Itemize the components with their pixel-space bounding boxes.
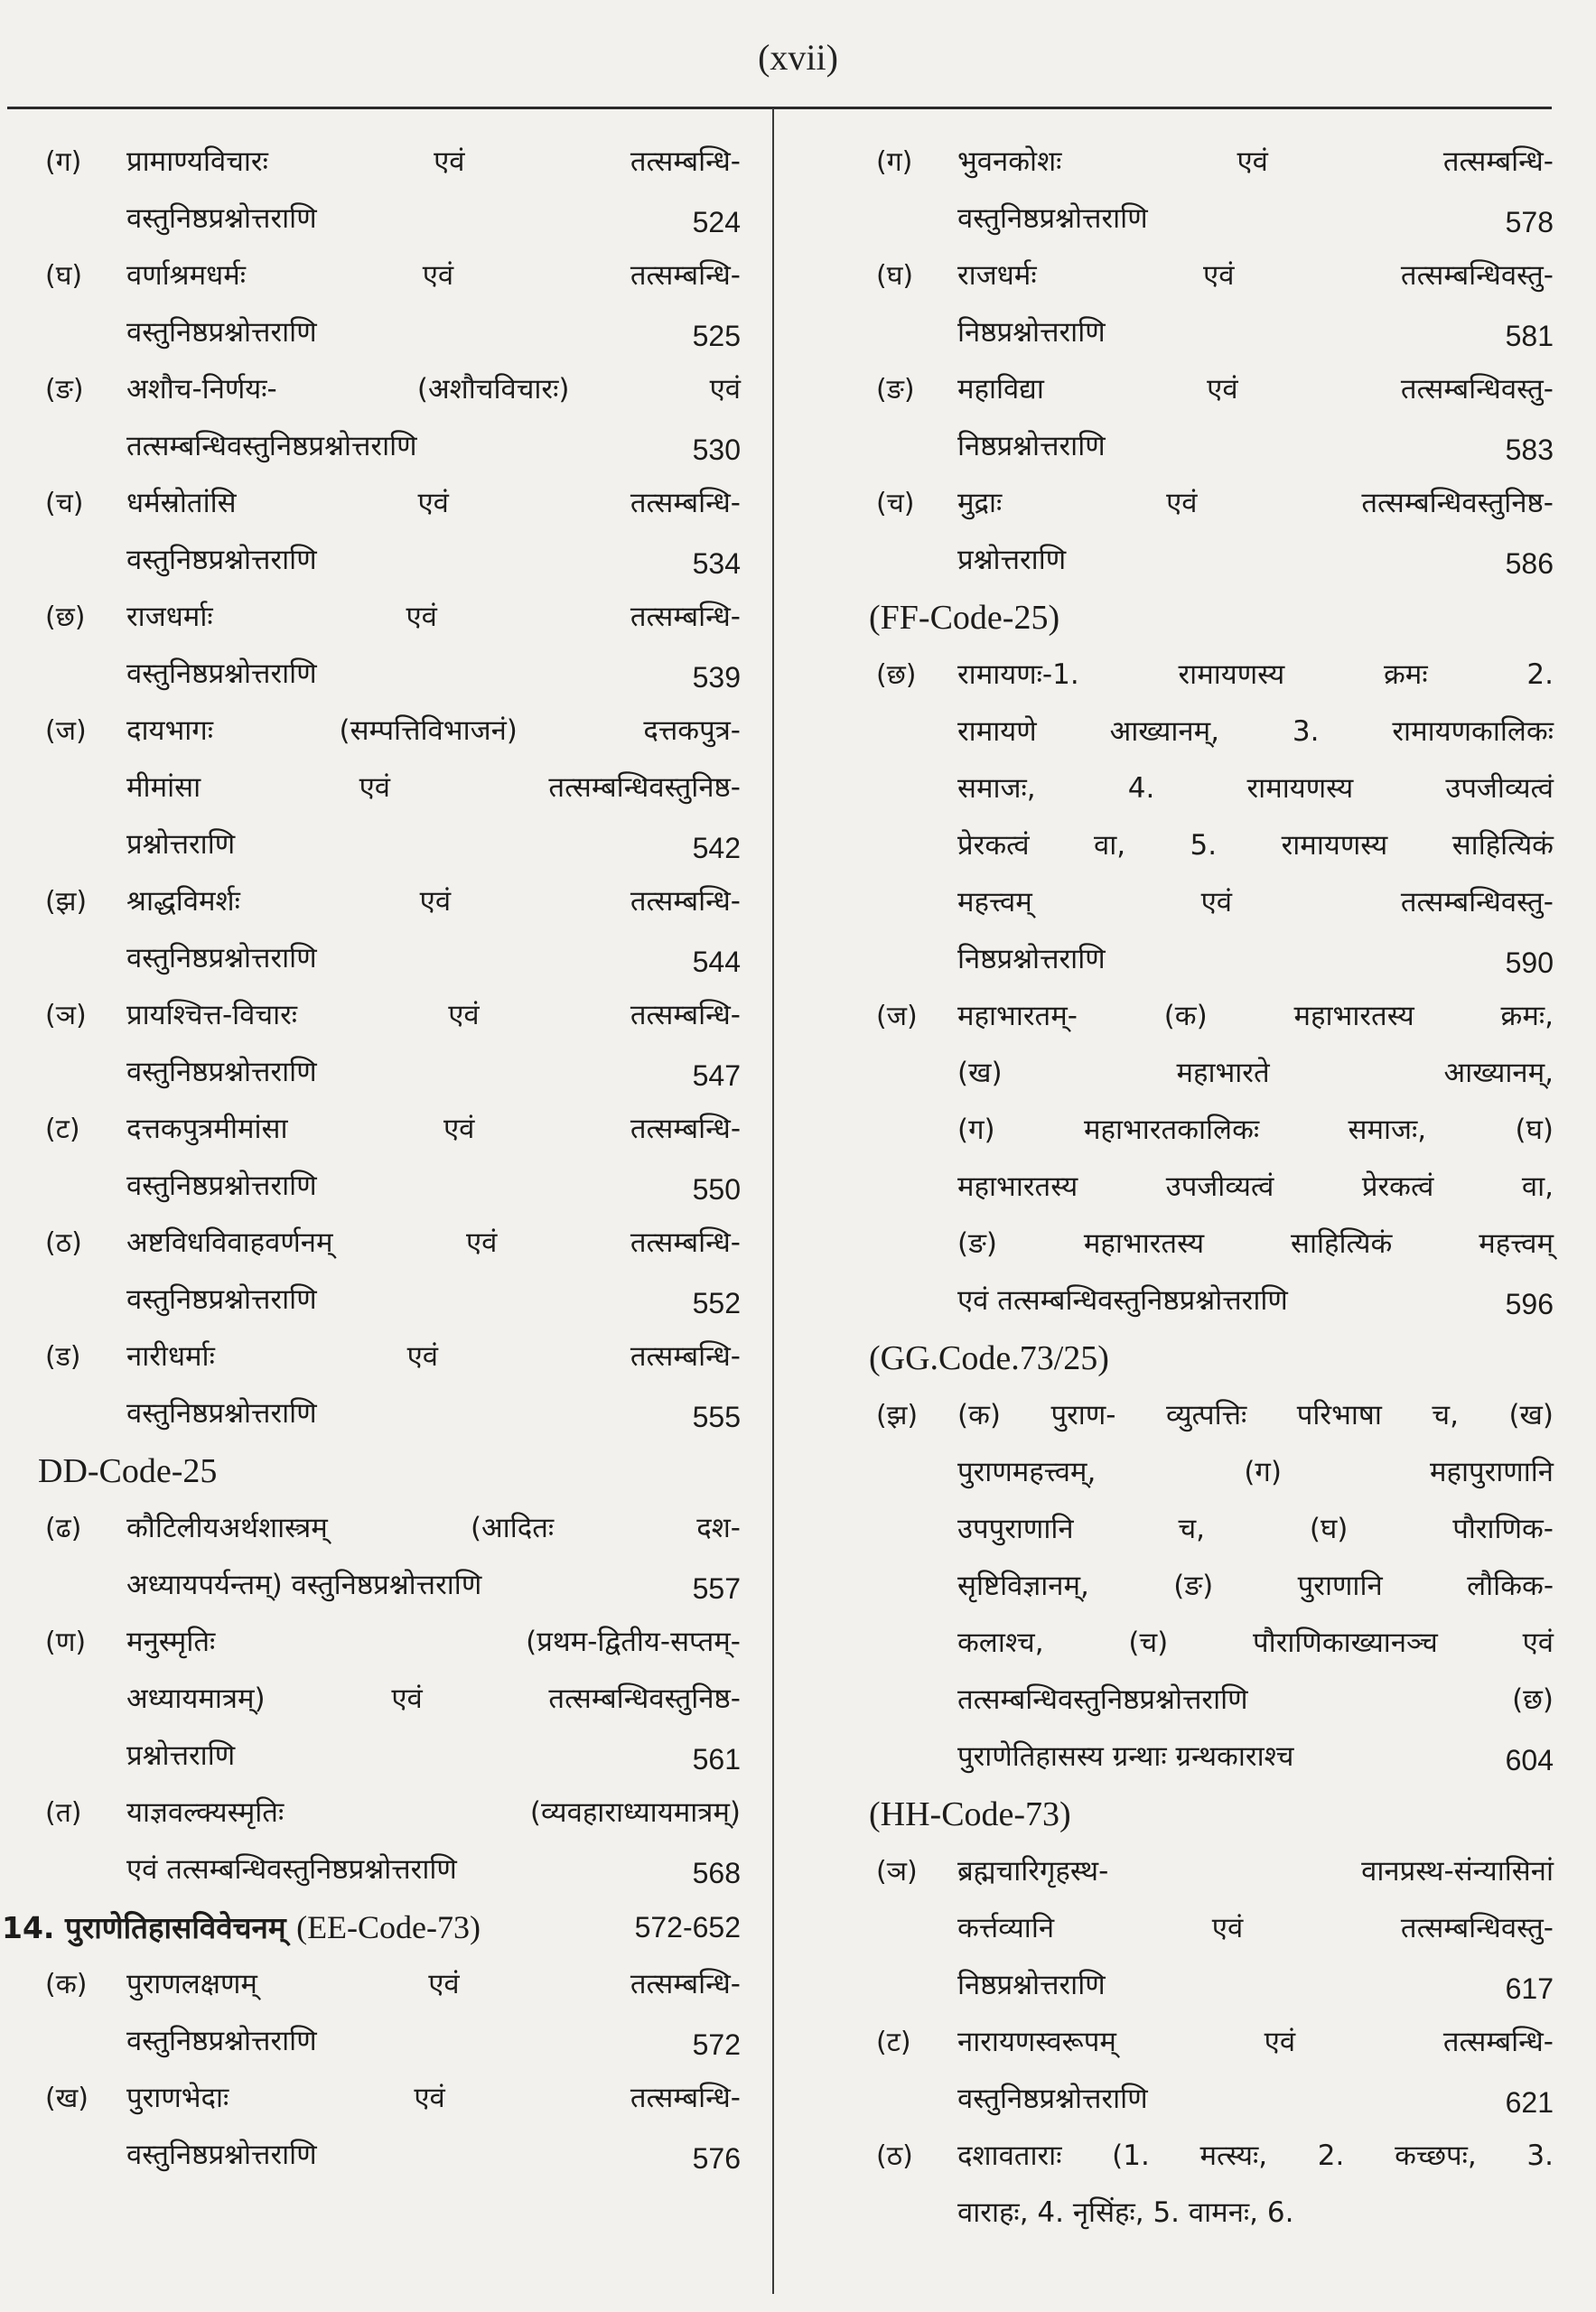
entry-title	[957, 1387, 1554, 1785]
entry-title-line: वस्तुनिष्ठप्रश्नोत्तराणि	[126, 1283, 317, 1316]
entry-title-line: तत्सम्बन्धिवस्तुनिष्ठप्रश्नोत्तराणि (छ)	[957, 1683, 1554, 1716]
entry-title-line: महत्त्वम् एवं तत्सम्बन्धिवस्तु-	[957, 886, 1554, 918]
entry-title-line: धर्मस्रोतांसि एवं तत्सम्बन्धि-	[126, 487, 741, 519]
entry-title-line: महाविद्या एवं तत्सम्बन्धिवस्तु-	[957, 373, 1554, 406]
toc-entry	[849, 2014, 1554, 2128]
entry-marker: (झ)	[876, 1400, 919, 1431]
entry-page-number: 568	[692, 1857, 741, 1889]
entry-title-line: नारायणस्वरूपम् एवं तत्सम्बन्धि-	[957, 2026, 1554, 2058]
entry-title-line: दायभागः (सम्पत्तिविभाजनं) दत्तकपुत्र-	[126, 714, 741, 747]
entry-title-line: वर्णाश्रमधर्मः एवं तत्सम्बन्धि-	[126, 259, 741, 292]
entry-marker: (छ)	[876, 659, 917, 691]
entry-title-line: महाभारतस्य उपजीव्यत्वं प्रेरकत्वं वा,	[957, 1170, 1554, 1203]
chapter-title: 14. पुराणेतिहासविवेचनम् (EE-Code-73)	[2, 1909, 481, 1945]
entry-title-line: राजधर्मः एवं तत्सम्बन्धिवस्तु-	[957, 259, 1554, 292]
entry-title-line: (ङ) महाभारतस्य साहित्यिकं महत्त्वम्	[957, 1227, 1554, 1260]
entry-title	[957, 475, 1554, 589]
toc-entry	[18, 873, 741, 987]
toc-entry	[849, 134, 1554, 247]
entry-marker: (ङ)	[876, 374, 915, 406]
entry-page-number: 561	[692, 1743, 741, 1776]
entry-title-line: मुद्राः एवं तत्सम्बन्धिवस्तुनिष्ठ-	[957, 487, 1554, 519]
entry-marker: (ञ)	[45, 1000, 87, 1031]
entry-title-line: दशावताराः (1. मत्स्यः, 2. कच्छपः, 3.	[957, 2140, 1554, 2172]
entry-title	[957, 1843, 1554, 2014]
entry-title-line: वस्तुनिष्ठप्रश्नोत्तराणि	[126, 316, 317, 349]
entry-title	[126, 1215, 741, 1328]
toc-entry	[18, 247, 741, 361]
right-column	[849, 134, 1554, 2242]
toc-entry	[849, 361, 1554, 475]
entry-title-line: प्रश्नोत्तराणि	[126, 828, 236, 861]
entry-title	[126, 475, 741, 589]
toc-entry	[849, 647, 1554, 988]
entry-title	[126, 134, 741, 247]
entry-title	[126, 1500, 741, 1614]
entry-marker: (ठ)	[45, 1227, 82, 1259]
toc-entry	[849, 1387, 1554, 1785]
entry-title-line: वस्तुनिष्ठप्रश्नोत्तराणि	[957, 2083, 1148, 2115]
toc-entry	[18, 1614, 741, 1785]
entry-title-line: अष्टविधविवाहवर्णनम् एवं तत्सम्बन्धि-	[126, 1226, 741, 1259]
entry-title-line: पुराणमहत्त्वम्, (ग) महापुराणानि	[957, 1456, 1554, 1488]
entry-title-line: पुराणभेदाः एवं तत्सम्बन्धि-	[126, 2082, 741, 2114]
toc-entry	[849, 1843, 1554, 2014]
entry-title-line: वस्तुनिष्ठप्रश्नोत्तराणि	[126, 2025, 317, 2057]
entry-page-number: 524	[692, 206, 741, 238]
entry-title	[126, 1956, 741, 2070]
page-number: (xvii)	[758, 37, 838, 78]
entry-marker: (झ)	[45, 886, 88, 918]
entry-title-line: वस्तुनिष्ठप्रश्नोत्तराणि	[126, 544, 317, 576]
entry-title-line: वस्तुनिष्ठप्रश्नोत्तराणि	[126, 2139, 317, 2171]
entry-title-line: ब्रह्मचारिगृहस्थ- वानप्रस्थ-संन्यासिनां	[957, 1855, 1554, 1888]
toc-entry	[18, 1785, 741, 1898]
chapter-heading	[2, 1898, 741, 1956]
left-column	[2, 134, 741, 2184]
entry-page-number: 617	[1505, 1972, 1554, 2005]
entry-title-line: दत्तकपुत्रमीमांसा एवं तत्सम्बन्धि-	[126, 1113, 741, 1145]
entry-title-line: कौटिलीयअर्थशास्त्रम् (आदितः दश-	[126, 1512, 741, 1544]
entry-title	[957, 2014, 1554, 2128]
entry-marker: (ड)	[45, 1341, 81, 1373]
entry-title	[957, 2128, 1554, 2242]
entry-page-number: 621	[1505, 2086, 1554, 2119]
toc-entry	[18, 1215, 741, 1328]
entry-title-line: एवं तत्सम्बन्धिवस्तुनिष्ठप्रश्नोत्तराणि	[957, 1284, 1288, 1317]
entry-title-line: (ग) महाभारतकालिकः समाजः, (घ)	[957, 1114, 1554, 1146]
entry-title-line: अध्यायपर्यन्तम्) वस्तुनिष्ठप्रश्नोत्तराणि	[126, 1569, 482, 1601]
entry-title	[126, 987, 741, 1101]
toc-entry	[18, 1956, 741, 2070]
entry-title	[957, 361, 1554, 475]
entry-title-line: प्रेरकत्वं वा, 5. रामायणस्य साहित्यिकं	[957, 829, 1554, 862]
toc-entry	[849, 475, 1554, 589]
entry-page-number: 590	[1505, 946, 1554, 979]
entry-marker: (च)	[45, 488, 84, 519]
entry-page-number: 557	[692, 1572, 741, 1605]
entry-marker: (ण)	[45, 1627, 87, 1658]
entry-title-line: एवं तत्सम्बन्धिवस्तुनिष्ठप्रश्नोत्तराणि	[126, 1853, 457, 1886]
entry-page-number: 604	[1505, 1744, 1554, 1776]
toc-entry	[18, 703, 741, 873]
entry-title-line: प्रश्नोत्तराणि	[126, 1739, 236, 1772]
section-code-heading: DD-Code-25	[38, 1452, 218, 1490]
toc-entry	[18, 589, 741, 703]
toc-entry	[18, 2070, 741, 2184]
entry-page-number: 572	[692, 2028, 741, 2061]
entry-title-line: नारीधर्माः एवं तत्सम्बन्धि-	[126, 1340, 741, 1373]
entry-title-line: निष्ठप्रश्नोत्तराणि	[957, 943, 1106, 975]
entry-marker: (ठ)	[876, 2140, 913, 2172]
entry-page-number: 550	[692, 1173, 741, 1206]
toc-entry	[18, 134, 741, 247]
entry-page-number: 578	[1505, 206, 1554, 238]
entry-page-number: 547	[692, 1059, 741, 1092]
entry-title-line: निष्ठप्रश्नोत्तराणि	[957, 430, 1106, 462]
toc-entry	[18, 1500, 741, 1614]
entry-title-line: मनुस्मृतिः (प्रथम-द्वितीय-सप्तम्-	[126, 1626, 741, 1658]
entry-title-line: श्राद्धविमर्शः एवं तत्सम्बन्धि-	[126, 885, 741, 918]
entry-marker: (ग)	[45, 146, 82, 178]
entry-title	[957, 647, 1554, 988]
chapter-page-range: 572-652	[634, 1911, 741, 1944]
entry-title	[126, 1328, 741, 1442]
entry-marker: (ङ)	[45, 374, 84, 406]
entry-title-line: राजधर्माः एवं तत्सम्बन्धि-	[126, 601, 741, 633]
toc-entry	[18, 1328, 741, 1442]
entry-marker: (ट)	[876, 2027, 911, 2058]
header-rule	[7, 107, 1552, 109]
section-code-heading: (GG.Code.73/25)	[869, 1339, 1109, 1377]
entry-marker: (ढ)	[45, 1513, 82, 1544]
entry-title-line: सृष्टिविज्ञानम्, (ङ) पुराणानि लौकिक-	[957, 1570, 1554, 1602]
entry-page-number: 534	[692, 547, 741, 580]
entry-title-line: प्रामाण्यविचारः एवं तत्सम्बन्धि-	[126, 145, 741, 178]
column-divider	[772, 108, 774, 2294]
entry-marker: (छ)	[45, 601, 86, 633]
entry-page-number: 576	[692, 2142, 741, 2175]
entry-marker: (ग)	[876, 146, 913, 178]
entry-title	[957, 247, 1554, 361]
entry-title	[126, 1101, 741, 1215]
entry-title-line: समाजः, 4. रामायणस्य उपजीव्यत्वं	[957, 772, 1554, 805]
entry-title-line: वस्तुनिष्ठप्रश्नोत्तराणि	[126, 942, 317, 974]
entry-title-line: निष्ठप्रश्नोत्तराणि	[957, 316, 1106, 349]
entry-marker: (ख)	[45, 2083, 89, 2114]
entry-title-line: प्रायश्चित्त-विचारः एवं तत्सम्बन्धि-	[126, 999, 741, 1031]
entry-title-line: (ख) महाभारते आख्यानम्,	[957, 1057, 1554, 1089]
entry-page-number: 544	[692, 946, 741, 978]
toc-entry	[18, 361, 741, 475]
entry-title-line: याज्ञवल्क्यस्मृतिः (व्यवहाराध्यायमात्रम्)	[126, 1796, 741, 1829]
entry-title-line: अशौच-निर्णयः- (अशौचविचारः) एवं	[126, 373, 741, 406]
entry-title-line: पुराणेतिहासस्य ग्रन्थाः ग्रन्थकाराश्च	[957, 1740, 1294, 1773]
entry-title	[126, 703, 741, 873]
toc-entry	[18, 987, 741, 1101]
entry-title-line: पुराणलक्षणम् एवं तत्सम्बन्धि-	[126, 1968, 741, 2000]
entry-marker: (त)	[45, 1797, 82, 1829]
chapter-code: (EE-Code-73)	[296, 1909, 481, 1945]
entry-title-line: भुवनकोशः एवं तत्सम्बन्धि-	[957, 145, 1554, 178]
entry-title-line: वस्तुनिष्ठप्रश्नोत्तराणि	[126, 657, 317, 690]
entry-title-line: वस्तुनिष्ठप्रश्नोत्तराणि	[126, 1170, 317, 1202]
entry-page-number: 525	[692, 320, 741, 352]
entry-marker: (घ)	[45, 260, 83, 292]
entry-page-number: 586	[1505, 547, 1554, 580]
entry-title-line: मीमांसा एवं तत्सम्बन्धिवस्तुनिष्ठ-	[126, 771, 741, 804]
entry-title-line: रामायणः-1. रामायणस्य क्रमः 2.	[957, 658, 1554, 691]
entry-marker: (ञ)	[876, 1856, 918, 1888]
entry-title-line: निष्ठप्रश्नोत्तराणि	[957, 1969, 1106, 2001]
entry-title	[126, 1785, 741, 1898]
entry-title-line: वस्तुनिष्ठप्रश्नोत्तराणि	[126, 1056, 317, 1088]
entry-title	[126, 2070, 741, 2184]
entry-marker: (क)	[45, 1969, 88, 2000]
toc-entry	[18, 475, 741, 589]
entry-title-line: वस्तुनिष्ठप्रश्नोत्तराणि	[126, 202, 317, 235]
entry-page-number: 542	[692, 832, 741, 864]
entry-title	[957, 988, 1554, 1329]
entry-title-line: कलाश्च, (च) पौराणिकाख्यानञ्च एवं	[957, 1627, 1554, 1659]
entry-title	[126, 589, 741, 703]
entry-page-number: 583	[1505, 434, 1554, 466]
toc-entry	[849, 2128, 1554, 2242]
entry-marker: (ज)	[876, 1001, 918, 1032]
entry-title-line: वस्तुनिष्ठप्रश्नोत्तराणि	[957, 202, 1148, 235]
entry-title-line: वस्तुनिष्ठप्रश्नोत्तराणि	[126, 1397, 317, 1430]
entry-title	[126, 361, 741, 475]
entry-title	[957, 134, 1554, 247]
entry-page-number: 530	[692, 434, 741, 466]
entry-title-line: कर्त्तव्यानि एवं तत्सम्बन्धिवस्तु-	[957, 1912, 1554, 1944]
entry-page-number: 596	[1505, 1288, 1554, 1320]
entry-title-line: (क) पुराण- व्युत्पत्तिः परिभाषा च, (ख)	[957, 1399, 1554, 1431]
entry-title-line: वाराहः, 4. नृसिंहः, 5. वामनः, 6.	[957, 2196, 1294, 2229]
toc-entry	[18, 1101, 741, 1215]
entry-title-line: तत्सम्बन्धिवस्तुनिष्ठप्रश्नोत्तराणि	[126, 430, 417, 462]
entry-marker: (ट)	[45, 1114, 80, 1145]
section-code-heading: (FF-Code-25)	[869, 599, 1060, 637]
entry-title-line: अध्यायमात्रम्) एवं तत्सम्बन्धिवस्तुनिष्ठ-	[126, 1683, 741, 1715]
entry-marker: (घ)	[876, 260, 914, 292]
entry-title	[126, 1614, 741, 1785]
section-code-heading: (HH-Code-73)	[869, 1795, 1071, 1833]
entry-title-line: प्रश्नोत्तराणि	[957, 544, 1067, 576]
entry-page-number: 539	[692, 661, 741, 694]
entry-page-number: 581	[1505, 320, 1554, 352]
toc-entry	[849, 247, 1554, 361]
entry-marker: (ज)	[45, 715, 87, 747]
toc-entry	[849, 988, 1554, 1329]
entry-title-line: उपपुराणानि च, (घ) पौराणिक-	[957, 1513, 1554, 1545]
entry-title	[126, 247, 741, 361]
entry-marker: (च)	[876, 488, 915, 519]
entry-page-number: 552	[692, 1287, 741, 1319]
entry-title-line: रामायणे आख्यानम्, 3. रामायणकालिकः	[957, 715, 1554, 748]
entry-title-line: महाभारतम्- (क) महाभारतस्य क्रमः,	[957, 1000, 1554, 1032]
entry-title	[126, 873, 741, 987]
entry-page-number: 555	[692, 1401, 741, 1433]
